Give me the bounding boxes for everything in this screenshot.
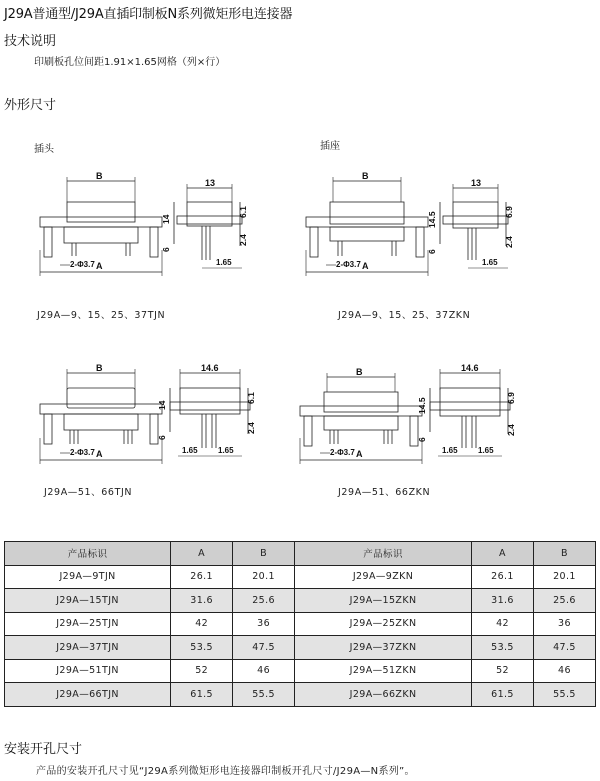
dimension-table [4, 541, 596, 707]
table-row [5, 636, 596, 660]
insulator [330, 227, 404, 241]
shell-body [67, 202, 135, 222]
dim-6: 6 [157, 435, 167, 440]
table-header: 产品标识 [5, 542, 171, 566]
label-side-width: 13 [471, 178, 482, 188]
dim-1-65-a: 1.65 [442, 446, 458, 455]
dim-2-4: 2.4 [246, 422, 256, 434]
flange [300, 406, 422, 416]
table-header: A [171, 542, 233, 566]
table-cell: 26.1 [472, 565, 534, 589]
install-text: 产品的安装开孔尺寸见“J29A系列微矩形电连接器印制板开孔尺寸/J29A—N系列”。 [36, 766, 415, 777]
table-row [5, 612, 596, 636]
table-row [5, 659, 596, 683]
drawing-socket-small [296, 172, 566, 282]
table-cell: 25.6 [233, 589, 295, 613]
table-cell: 47.5 [534, 636, 596, 660]
table-cell: J29A—37ZKN [295, 636, 472, 660]
dim-6-1: 6.1 [238, 206, 248, 218]
page-title: J29A普通型/J29A直插印制板N系列微矩形电连接器 [4, 7, 293, 22]
dim-2-4: 2.4 [504, 236, 514, 248]
shell-body [67, 388, 135, 408]
table-cell: 42 [171, 612, 233, 636]
shell-body [330, 202, 404, 224]
label-side-width: 14.6 [461, 363, 479, 373]
dim-6-1: 6.1 [246, 392, 256, 404]
dim-6-9: 6.9 [506, 392, 516, 404]
shell-body [324, 392, 398, 412]
label-b: B [362, 172, 369, 181]
insulator [64, 414, 138, 430]
table-cell: 26.1 [171, 565, 233, 589]
socket-label: 插座 [320, 141, 340, 152]
table-header: B [534, 542, 596, 566]
dim-14-5: 14.5 [427, 211, 437, 228]
mount-left [310, 227, 318, 257]
table-cell: 46 [534, 659, 596, 683]
table-header: B [233, 542, 295, 566]
table-cell: 52 [171, 659, 233, 683]
dim-6-9: 6.9 [504, 206, 514, 218]
dim-2-4: 2.4 [506, 424, 516, 436]
table-cell: J29A—66ZKN [295, 683, 472, 707]
table-row [5, 683, 596, 707]
dim-2-4: 2.4 [238, 234, 248, 246]
table-cell: J29A—37TJN [5, 636, 171, 660]
label-side-width: 13 [205, 178, 216, 188]
side-flange [170, 402, 250, 410]
tech-text: 印刷板孔位间距1.91×1.65网格（列×行） [34, 57, 226, 68]
caption-tr: J29A—9、15、25、37ZKN [338, 310, 471, 321]
table-row [5, 565, 596, 589]
table-cell: 53.5 [171, 636, 233, 660]
table-cell: 47.5 [233, 636, 295, 660]
label-b: B [96, 172, 103, 181]
table-cell: J29A—51TJN [5, 659, 171, 683]
side-body [187, 202, 232, 226]
dim-1-65-a: 1.65 [182, 446, 198, 455]
install-heading: 安装开孔尺寸 [4, 742, 83, 757]
table-cell: 25.6 [534, 589, 596, 613]
caption-bl: J29A—51、66TJN [44, 487, 133, 498]
table-cell: J29A—66TJN [5, 683, 171, 707]
table-cell: J29A—9ZKN [295, 565, 472, 589]
dim-1-65-b: 1.65 [478, 446, 494, 455]
table-cell: 20.1 [233, 565, 295, 589]
drawing-socket-large [290, 360, 560, 470]
label-b: B [96, 363, 103, 373]
dim-1-65: 1.65 [482, 258, 498, 267]
mount-left [44, 414, 52, 444]
dim-1-65: 1.65 [216, 258, 232, 267]
table-row [5, 589, 596, 613]
drawing-plug-large [30, 360, 300, 470]
table-cell: J29A—9TJN [5, 565, 171, 589]
table-cell: 31.6 [171, 589, 233, 613]
table-cell: 55.5 [233, 683, 295, 707]
table-header: A [472, 542, 534, 566]
mount-right [150, 227, 158, 257]
label-b: B [356, 367, 363, 377]
insulator [64, 227, 138, 243]
dim-14: 14 [157, 400, 167, 410]
label-a: A [356, 449, 363, 459]
dim-6: 6 [427, 249, 437, 254]
outline-heading: 外形尺寸 [4, 98, 57, 113]
table-cell: 55.5 [534, 683, 596, 707]
table-header: 产品标识 [295, 542, 472, 566]
table-cell: 53.5 [472, 636, 534, 660]
flange [40, 404, 162, 414]
label-hole: 2-Φ3.7 [336, 260, 361, 269]
table-cell: 36 [534, 612, 596, 636]
tech-heading: 技术说明 [4, 34, 57, 49]
dim-14: 14 [161, 214, 171, 224]
dim-14-5: 14.5 [417, 397, 427, 414]
label-a: A [96, 261, 103, 271]
caption-tl: J29A—9、15、25、37TJN [37, 310, 166, 321]
table-cell: 42 [472, 612, 534, 636]
mount-left [44, 227, 52, 257]
dim-6: 6 [161, 247, 171, 252]
table-cell: J29A—15ZKN [295, 589, 472, 613]
mount-left [304, 416, 312, 446]
dim-1-65-b: 1.65 [218, 446, 234, 455]
table-cell: 61.5 [472, 683, 534, 707]
table-cell: 31.6 [472, 589, 534, 613]
dim-6: 6 [417, 437, 427, 442]
mount-right [416, 227, 424, 257]
label-a: A [362, 261, 369, 271]
drawing-plug-small [30, 172, 300, 282]
table-cell: J29A—15TJN [5, 589, 171, 613]
table-cell: 36 [233, 612, 295, 636]
table-cell: 46 [233, 659, 295, 683]
caption-br: J29A—51、66ZKN [338, 487, 431, 498]
insulator [324, 416, 398, 430]
table-cell: J29A—25TJN [5, 612, 171, 636]
table-cell: 20.1 [534, 565, 596, 589]
table-cell: J29A—25ZKN [295, 612, 472, 636]
table-cell: J29A—51ZKN [295, 659, 472, 683]
table-header-row [5, 542, 596, 566]
table-cell: 52 [472, 659, 534, 683]
label-side-width: 14.6 [201, 363, 219, 373]
side-flange [430, 402, 510, 410]
flange [306, 217, 428, 227]
plug-label: 插头 [34, 144, 54, 155]
label-a: A [96, 449, 103, 459]
table-cell: 61.5 [171, 683, 233, 707]
label-hole: 2-Φ3.7 [70, 260, 95, 269]
label-hole: 2-Φ3.7 [330, 448, 355, 457]
label-hole: 2-Φ3.7 [70, 448, 95, 457]
